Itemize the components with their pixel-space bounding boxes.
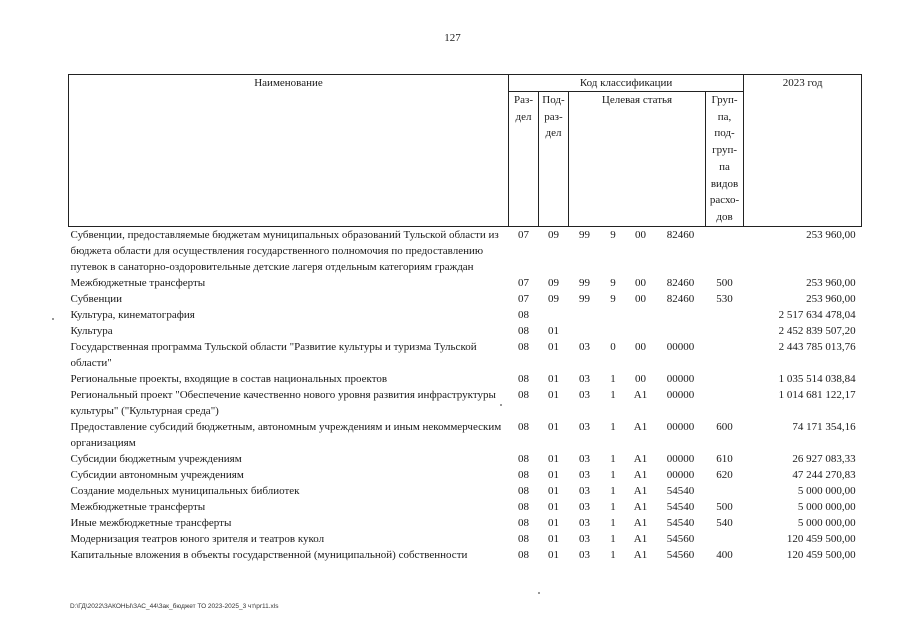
cell-program-code: 99 [579,228,590,241]
cell-program-code: 03 [579,468,590,481]
cell-podrazdel: 01 [548,500,559,513]
cell-expense-code: 54540 [666,500,695,513]
cell-podrazdel: 01 [548,452,559,465]
cell-direction-code [626,307,656,323]
cell-subprogram-code: 9 [610,292,616,305]
cell-direction-code: A1 [633,532,648,545]
cell-name: Субвенции, предоставляемые бюджетам муниципальных образований Тульской области из бюджета области для осуществления государственного полномочия по предоставлению путевок в санаторно-оздоровительные детские лагеря отдельным категориям граждан [70,228,499,273]
cell-podrazdel: 01 [548,484,559,497]
cell-name: Субвенции [70,292,123,305]
cell-direction-code: A1 [633,452,648,465]
cell-expense-code [656,307,706,323]
cell-podrazdel: 01 [548,468,559,481]
cell-amount: 2 452 839 507,20 [778,324,856,337]
cell-expense-code [656,323,706,339]
table-row [69,499,862,515]
cell-expense-code: 00000 [666,340,695,353]
cell-direction-code: A1 [633,484,648,497]
cell-name: Межбюджетные трансферты [70,500,206,513]
cell-expense-code: 00000 [666,468,695,481]
cell-amount: 1 035 514 038,84 [778,372,856,385]
table-row [69,515,862,531]
cell-podrazdel [539,307,569,323]
cell-name: Капитальные вложения в объекты государственной (муниципальной) собственности [70,548,468,561]
table-row [69,451,862,467]
cell-expense-group [706,371,744,387]
cell-expense-group: 400 [716,548,733,561]
cell-name: Иные межбюджетные трансферты [70,516,232,529]
cell-podrazdel: 01 [548,324,559,337]
table-row [69,226,862,275]
cell-program-code: 03 [579,516,590,529]
cell-program-code: 03 [579,548,590,561]
table-row [69,307,862,323]
cell-podrazdel: 01 [548,548,559,561]
cell-name: Культура, кинематография [70,308,195,321]
cell-amount: 2 517 634 478,04 [778,308,856,321]
table-row [69,531,862,547]
cell-expense-group: 620 [716,468,733,481]
cell-podrazdel: 01 [548,420,559,433]
header-name: Наименование [69,75,509,227]
table-row [69,323,862,339]
cell-direction-code: A1 [633,516,648,529]
cell-name: Региональный проект "Обеспечение качественно нового уровня развития инфраструктуры культуры" ("Культурная среда") [70,388,496,417]
cell-razdel: 08 [518,532,529,545]
cell-razdel: 08 [518,484,529,497]
cell-program-code: 03 [579,452,590,465]
cell-name: Субсидии бюджетным учреждениям [70,452,242,465]
cell-amount: 26 927 083,33 [792,452,856,465]
cell-name: Региональные проекты, входящие в состав национальных проектов [70,372,388,385]
cell-razdel: 08 [518,468,529,481]
cell-subprogram-code: 1 [610,388,616,401]
table-row [69,387,862,419]
cell-name: Предоставление субсидий бюджетным, автономным учреждениям и иным некоммерческим организациям [70,420,502,449]
cell-expense-code: 00000 [666,420,695,433]
cell-subprogram-code: 1 [610,452,616,465]
file-path-footer: D:\ГД\2022\ЗАКОНЫ\ЗАС_44\Зак_бюджет ТО 2023-2025_3 чт\pr11.xls [70,603,279,610]
cell-amount: 74 171 354,16 [792,420,856,433]
cell-razdel: 08 [518,388,529,401]
cell-razdel: 08 [518,420,529,433]
cell-razdel: 08 [518,340,529,353]
cell-expense-code: 82460 [666,228,695,241]
cell-subprogram-code: 1 [610,548,616,561]
cell-name: Межбюджетные трансферты [70,276,206,289]
cell-program-code: 03 [579,388,590,401]
header-classification-code: Код классификации [509,75,744,92]
cell-expense-group: 540 [716,516,733,529]
cell-expense-code: 00000 [666,372,695,385]
cell-expense-code: 54560 [666,548,695,561]
scan-speck [52,318,54,320]
cell-expense-group [706,323,744,339]
cell-podrazdel: 09 [548,276,559,289]
cell-razdel: 08 [518,324,529,337]
cell-name: Субсидии автономным учреждениям [70,468,244,481]
cell-subprogram-code: 1 [610,468,616,481]
cell-expense-group: 500 [716,276,733,289]
cell-direction-code: 00 [635,292,646,305]
cell-program-code: 99 [579,292,590,305]
cell-podrazdel: 01 [548,372,559,385]
table-body [69,226,862,563]
cell-razdel: 08 [518,452,529,465]
cell-amount: 2 443 785 013,76 [778,340,856,353]
table-row [69,291,862,307]
cell-direction-code: 00 [635,228,646,241]
cell-expense-group [706,226,744,275]
cell-program-code: 03 [579,484,590,497]
cell-program-code [569,323,601,339]
cell-expense-group: 530 [716,292,733,305]
cell-subprogram-code: 1 [610,372,616,385]
cell-subprogram-code: 0 [610,340,616,353]
cell-name: Культура [70,324,113,337]
cell-direction-code: A1 [633,468,648,481]
cell-direction-code: 00 [635,372,646,385]
cell-razdel: 07 [518,276,529,289]
cell-amount: 5 000 000,00 [797,500,856,513]
header-razdel: Раз- дел [509,92,539,227]
cell-subprogram-code: 9 [610,228,616,241]
cell-subprogram-code: 1 [610,516,616,529]
cell-amount: 47 244 270,83 [792,468,856,481]
table-row [69,547,862,563]
cell-razdel: 08 [518,548,529,561]
cell-subprogram-code [601,307,626,323]
cell-expense-group [706,387,744,419]
table-row [69,275,862,291]
cell-amount: 120 459 500,00 [786,532,856,545]
cell-expense-code: 00000 [666,452,695,465]
cell-expense-code: 54540 [666,516,695,529]
cell-direction-code: A1 [633,388,648,401]
page-number: 127 [444,32,461,44]
cell-expense-group [706,307,744,323]
table-row [69,371,862,387]
cell-name: Создание модельных муниципальных библиотек [70,484,300,497]
cell-razdel: 07 [518,228,529,241]
cell-direction-code: A1 [633,420,648,433]
cell-program-code: 03 [579,372,590,385]
scan-speck [500,404,502,406]
cell-expense-group [706,483,744,499]
cell-expense-code: 82460 [666,292,695,305]
cell-direction-code: 00 [635,340,646,353]
cell-expense-code: 00000 [666,388,695,401]
cell-podrazdel: 01 [548,388,559,401]
table-row [69,339,862,371]
header-year: 2023 год [744,75,862,227]
cell-program-code: 03 [579,532,590,545]
table-row [69,419,862,451]
table-row [69,467,862,483]
cell-program-code: 03 [579,420,590,433]
cell-podrazdel: 01 [548,532,559,545]
cell-direction-code: A1 [633,548,648,561]
cell-expense-group [706,339,744,371]
cell-program-code [569,307,601,323]
cell-expense-code: 54560 [666,532,695,545]
cell-amount: 253 960,00 [806,228,856,241]
cell-program-code: 99 [579,276,590,289]
cell-podrazdel: 01 [548,516,559,529]
cell-amount: 253 960,00 [806,292,856,305]
cell-razdel: 08 [518,308,529,321]
cell-podrazdel: 09 [548,292,559,305]
cell-subprogram-code [601,323,626,339]
cell-razdel: 08 [518,372,529,385]
cell-direction-code: 00 [635,276,646,289]
cell-subprogram-code: 1 [610,420,616,433]
cell-direction-code [626,323,656,339]
cell-expense-group: 610 [716,452,733,465]
cell-program-code: 03 [579,340,590,353]
cell-razdel: 07 [518,292,529,305]
cell-program-code: 03 [579,500,590,513]
cell-podrazdel: 09 [548,228,559,241]
cell-podrazdel: 01 [548,340,559,353]
cell-expense-code: 82460 [666,276,695,289]
cell-expense-code: 54540 [666,484,695,497]
cell-subprogram-code: 1 [610,532,616,545]
cell-direction-code: A1 [633,500,648,513]
cell-subprogram-code: 1 [610,500,616,513]
cell-amount: 253 960,00 [806,276,856,289]
scan-speck [538,592,540,594]
table-row [69,483,862,499]
cell-amount: 1 014 681 122,17 [778,388,856,401]
header-expense-group: Груп- па, под- груп- па видов расхо- дов [706,92,744,227]
cell-amount: 120 459 500,00 [786,548,856,561]
cell-expense-group: 600 [716,420,733,433]
cell-name: Модернизация театров юного зрителя и театров кукол [70,532,325,545]
cell-razdel: 08 [518,500,529,513]
header-target-article: Целевая статья [569,92,706,227]
cell-expense-group [706,531,744,547]
cell-expense-group: 500 [716,500,733,513]
cell-amount: 5 000 000,00 [797,516,856,529]
cell-amount: 5 000 000,00 [797,484,856,497]
cell-subprogram-code: 9 [610,276,616,289]
budget-table [68,74,862,563]
cell-name: Государственная программа Тульской области "Развитие культуры и туризма Тульской области" [70,340,477,369]
cell-subprogram-code: 1 [610,484,616,497]
header-podrazdel: Под- раз- дел [539,92,569,227]
cell-razdel: 08 [518,516,529,529]
